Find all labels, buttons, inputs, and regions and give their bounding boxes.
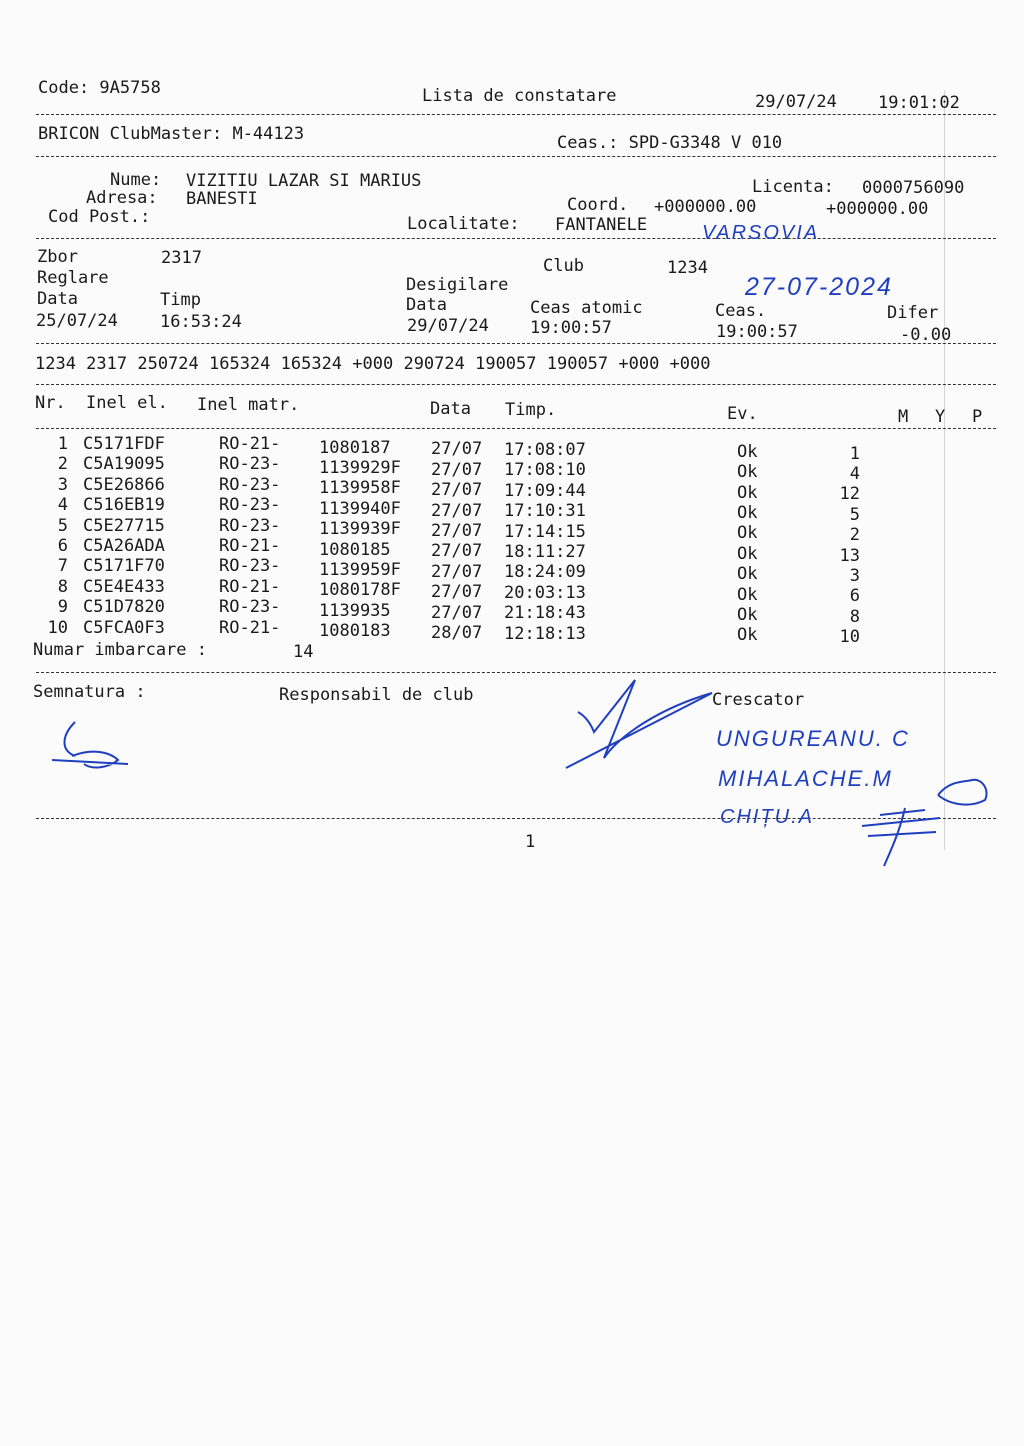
cell-inel: C5A19095 xyxy=(83,454,165,475)
cell-matr: 1080183 xyxy=(319,621,391,642)
cell-ev: Ok xyxy=(737,564,758,585)
cell-inel: C516EB19 xyxy=(83,495,165,516)
handwritten-city: VARSOVIA xyxy=(702,222,820,244)
cell-ev: Ok xyxy=(737,482,758,503)
cell-data: 27/07 xyxy=(431,439,483,460)
reglare-data: 25/07/24 xyxy=(36,311,118,331)
coord-1: +000000.00 xyxy=(654,197,757,217)
cell-nr: 5 xyxy=(57,515,68,536)
handwritten-name-3: CHIȚU.A xyxy=(720,806,814,828)
col-timp: Timp. xyxy=(505,400,557,420)
reglare-data-label: Data xyxy=(37,289,78,309)
col-inel-matr: Inel matr. xyxy=(197,395,300,415)
cell-ev: Ok xyxy=(737,462,758,483)
cell-nr: 9 xyxy=(57,597,68,618)
zbor-number: 2317 xyxy=(161,248,202,268)
col-data: Data xyxy=(430,399,471,419)
cell-data: 27/07 xyxy=(431,521,483,541)
cell-timp: 21:18:43 xyxy=(504,603,586,624)
cell-prefix: RO-23- xyxy=(219,474,281,495)
signature-semnatura xyxy=(52,722,128,767)
cell-ev: Ok xyxy=(737,584,758,605)
code-line: 1234 2317 250724 165324 165324 +000 290724 190057 190057 +000 +000 xyxy=(35,354,711,374)
locality-label: Localitate: xyxy=(407,214,520,234)
cell-timp: 17:08:07 xyxy=(504,440,586,460)
cell-inel: C5FCA0F3 xyxy=(83,617,165,638)
cell-timp: 17:08:10 xyxy=(504,460,586,481)
cell-matr: 1139959F xyxy=(319,560,401,580)
code-label: Code: 9A5758 xyxy=(38,78,161,98)
cell-ev: Ok xyxy=(737,441,758,462)
cell-data: 27/07 xyxy=(431,500,483,521)
reglare-label: Reglare xyxy=(37,268,109,288)
desig-ceas: 19:00:57 xyxy=(716,322,798,342)
cell-inel: C5E26866 xyxy=(83,474,165,495)
cell-data: 27/07 xyxy=(431,480,483,501)
cell-data: 27/07 xyxy=(431,459,483,480)
license-label: Licenta: xyxy=(752,177,834,197)
cell-nr: 2 xyxy=(57,454,68,475)
cell-matr: 1139940F xyxy=(319,498,401,519)
cell-matr: 1080187 xyxy=(319,437,391,458)
owner-name: VIZITIU LAZAR SI MARIUS xyxy=(186,171,422,191)
page-number: 1 xyxy=(525,832,536,852)
cell-data: 27/07 xyxy=(431,541,483,562)
cell-prefix: RO-23- xyxy=(219,556,281,577)
cell-m: 6 xyxy=(849,586,860,607)
cell-inel: C5E4E433 xyxy=(83,576,165,597)
cell-timp: 17:10:31 xyxy=(504,501,586,522)
desigilare-label: Desigilare xyxy=(406,275,509,295)
cell-matr: 1139958F xyxy=(319,478,401,499)
cell-data: 27/07 xyxy=(431,582,483,603)
semnatura-label: Semnatura : xyxy=(33,682,146,702)
cell-timp: 12:18:13 xyxy=(504,623,586,644)
zbor-label: Zbor xyxy=(37,247,78,267)
cell-data: 27/07 xyxy=(431,602,483,623)
header-date: 29/07/24 xyxy=(755,92,837,112)
col-y: Y xyxy=(935,407,946,427)
cell-data: 28/07 xyxy=(431,623,483,643)
cell-prefix: RO-21- xyxy=(219,617,281,638)
ceas-atomic-label: Ceas atomic xyxy=(530,298,643,318)
col-inel-el: Inel el. xyxy=(86,393,168,413)
responsabil-label: Responsabil de club xyxy=(279,685,474,705)
locality: FANTANELE xyxy=(555,215,648,235)
ceas-label: Ceas. xyxy=(715,301,767,321)
name-label: Nume: xyxy=(110,170,162,190)
cell-prefix: RO-23- xyxy=(219,495,281,516)
cell-timp: 17:09:44 xyxy=(504,480,586,501)
cell-nr: 10 xyxy=(47,617,68,638)
handwritten-name-2: MIHALACHE.M xyxy=(718,766,893,791)
cell-inel: C5E27715 xyxy=(83,515,165,536)
cell-ev: Ok xyxy=(737,523,758,544)
cell-timp: 20:03:13 xyxy=(504,582,586,603)
cell-nr: 7 xyxy=(57,556,68,577)
coord-2: +000000.00 xyxy=(826,199,929,219)
cell-inel: C5171FDF xyxy=(83,434,165,454)
club-number: 1234 xyxy=(667,258,708,278)
club-label: Club xyxy=(543,256,584,276)
desig-data: 29/07/24 xyxy=(407,316,489,336)
cell-matr: 1139939F xyxy=(319,519,401,540)
cell-ev: Ok xyxy=(737,543,758,564)
numar-value: 14 xyxy=(293,642,314,662)
cell-ev: Ok xyxy=(737,503,758,523)
cell-inel: C5A26ADA xyxy=(83,536,165,556)
cell-m: 3 xyxy=(849,566,860,586)
cell-timp: 18:11:27 xyxy=(504,542,586,562)
desig-atomic: 19:00:57 xyxy=(530,318,612,338)
cell-nr: 3 xyxy=(57,474,68,495)
handwritten-name-1: UNGUREANU. C xyxy=(716,726,910,751)
cell-m: 10 xyxy=(839,627,860,648)
cell-prefix: RO-23- xyxy=(219,515,281,536)
handwritten-date: 27-07-2024 xyxy=(745,273,893,301)
cell-m: 12 xyxy=(839,484,860,505)
cell-timp: 18:24:09 xyxy=(504,562,586,583)
col-ev: Ev. xyxy=(727,404,758,424)
cell-inel: C5171F70 xyxy=(83,556,165,577)
cell-m: 13 xyxy=(839,545,860,566)
cell-matr: 1080178F xyxy=(319,580,401,601)
reglare-timp-label: Timp xyxy=(160,290,201,310)
cell-prefix: RO-23- xyxy=(219,454,281,475)
cell-prefix: RO-21- xyxy=(219,434,281,454)
col-nr: Nr. xyxy=(35,393,66,413)
document-title: Lista de constatare xyxy=(422,86,617,106)
cell-matr: 1080185 xyxy=(319,539,391,560)
cell-m: 5 xyxy=(849,504,860,525)
cell-inel: C51D7820 xyxy=(83,597,165,618)
desig-data-label: Data xyxy=(406,295,447,315)
postcode-label: Cod Post.: xyxy=(48,207,151,227)
cell-prefix: RO-21- xyxy=(219,576,281,597)
col-p: P xyxy=(972,407,983,427)
cell-nr: 6 xyxy=(57,536,68,556)
cell-prefix: RO-21- xyxy=(219,536,281,556)
cell-matr: 1139929F xyxy=(319,458,401,478)
signature-responsabil xyxy=(566,680,712,768)
cell-m: 1 xyxy=(849,443,860,464)
owner-address: BANESTI xyxy=(186,189,258,209)
cell-nr: 8 xyxy=(57,576,68,597)
crescator-label: Crescator xyxy=(712,690,805,710)
cell-m: 8 xyxy=(849,606,860,627)
cell-ev: Ok xyxy=(737,605,758,625)
cell-matr: 1139935 xyxy=(319,600,391,621)
clubmaster-id: BRICON ClubMaster: M-44123 xyxy=(38,124,305,144)
cell-m: 2 xyxy=(849,525,860,546)
clock-id: Ceas.: SPD-G3348 V 010 xyxy=(557,133,783,153)
reglare-timp: 16:53:24 xyxy=(160,312,242,332)
signature-crescator-1 xyxy=(938,780,987,805)
cell-prefix: RO-23- xyxy=(219,597,281,618)
license-number: 0000756090 xyxy=(862,178,965,198)
cell-ev: Ok xyxy=(737,625,758,646)
signature-crescator-2 xyxy=(862,808,940,866)
desig-difer: -0.00 xyxy=(900,325,952,345)
cell-nr: 1 xyxy=(57,434,68,454)
difer-label: Difer xyxy=(887,303,939,323)
cell-timp: 17:14:15 xyxy=(504,521,586,542)
header-time: 19:01:02 xyxy=(878,93,960,113)
col-m: M xyxy=(898,407,909,427)
cell-data: 27/07 xyxy=(431,561,483,582)
address-label: Adresa: xyxy=(86,188,158,208)
cell-nr: 4 xyxy=(57,495,68,516)
coord-label: Coord. xyxy=(567,195,629,215)
numar-label: Numar imbarcare : xyxy=(33,640,207,660)
cell-m: 4 xyxy=(849,464,860,484)
